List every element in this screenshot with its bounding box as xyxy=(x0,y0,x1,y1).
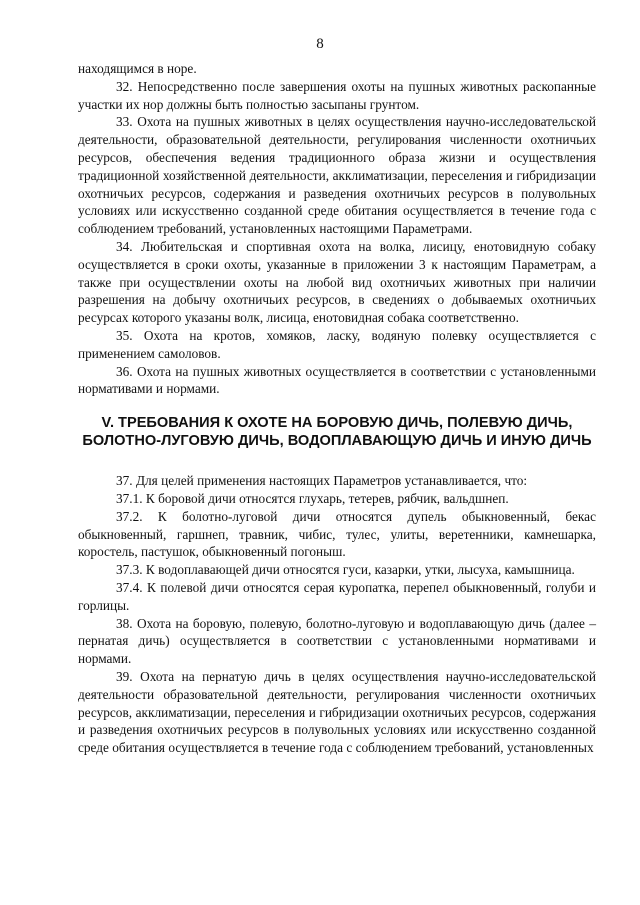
paragraph: 35. Охота на кротов, хомяков, ласку, водяную полевку осуществляется с применением самоловов. xyxy=(78,327,596,361)
paragraphs-before-heading xyxy=(78,60,596,398)
paragraph: 37.1. К боровой дичи относятся глухарь, тетерев, рябчик, вальдшнеп. xyxy=(116,490,509,506)
paragraphs-after-heading xyxy=(78,472,596,757)
paragraph: 32. Непосредственно после завершения охоты на пушных животных раскопанные участки их нор должны быть полностью засыпаны грунтом. xyxy=(78,78,596,112)
section-heading: V. ТРЕБОВАНИЯ К ОХОТЕ НА БОРОВУЮ ДИЧЬ, ПОЛЕВУЮ ДИЧЬ, БОЛОТНО-ЛУГОВУЮ ДИЧЬ, ВОДОПЛАВАЮЩУЮ ДИЧЬ И ИНУЮ ДИЧЬ xyxy=(82,415,592,450)
paragraph: 33. Охота на пушных животных в целях осуществления научно-исследовательской деятельности, образовательной деятельности, регулирования численности охотничьих ресурсов, обеспечения ведения традиционного образа жизни и осуществления традиционной хозяйственной деятельности, акклиматизации, переселения и гибридизации охотничьих ресурсов, содержания и разведения охотничьих ресурсов в полувольных условиях или искусственно созданной среде обитания осуществляется в течение года с соблюдением требований, установленных настоящими Параметрами. xyxy=(78,114,596,237)
page-number: 8 xyxy=(316,36,324,52)
paragraph: 34. Любительская и спортивная охота на волка, лисицу, енотовидную собаку осуществляется в сроки охоты, указанные в приложении 3 к настоящим Параметрам, а также при осуществлении охоты на любой вид охотничьих животных при наличии разрешения на добычу охотничьих ресурсов, в сведениях о добываемых охотничьих ресурсах которого указаны волк, лисица, енотовидная собака соответственно. xyxy=(78,238,596,326)
document-body xyxy=(78,60,596,757)
paragraph: 39. Охота на пернатую дичь в целях осуществления научно-исследовательской деятельности образовательной деятельности, регулирования численности охотничьих ресурсов, акклиматизации, переселения и гибридизации охотничьих ресурсов, содержания и разведения охотничьих ресурсов в полувольных условиях или искусственно созданной среде обитания осуществляется в течение года с соблюдением требований, установленных xyxy=(78,668,596,756)
paragraph: 36. Охота на пушных животных осуществляется в соответствии с установленными нормативами и нормами. xyxy=(78,363,596,397)
paragraph: 38. Охота на боровую, полевую, болотно-луговую и водоплавающую дичь (далее – пернатая дичь) осуществляется в соответствии с установленными нормативами и нормами. xyxy=(78,615,596,667)
paragraph: 37. Для целей применения настоящих Параметров устанавливается, что: xyxy=(116,473,528,489)
paragraph: 37.2. К болотно-луговой дичи относятся дупель обыкновенный, бекас обыкновенный, гаршнеп, травник, чибис, тулес, улиты, веретенники, камнешарка, коростель, пастушок, обыкновенный погоныш. xyxy=(78,508,596,560)
paragraph: находящимся в норе. xyxy=(78,61,197,76)
paragraph: 37.4. К полевой дичи относятся серая куропатка, перепел обыкновенный, голуби и горлицы. xyxy=(78,579,596,613)
paragraph: 37.3. К водоплавающей дичи относятся гуси, казарки, утки, лысуха, камышница. xyxy=(116,562,575,578)
